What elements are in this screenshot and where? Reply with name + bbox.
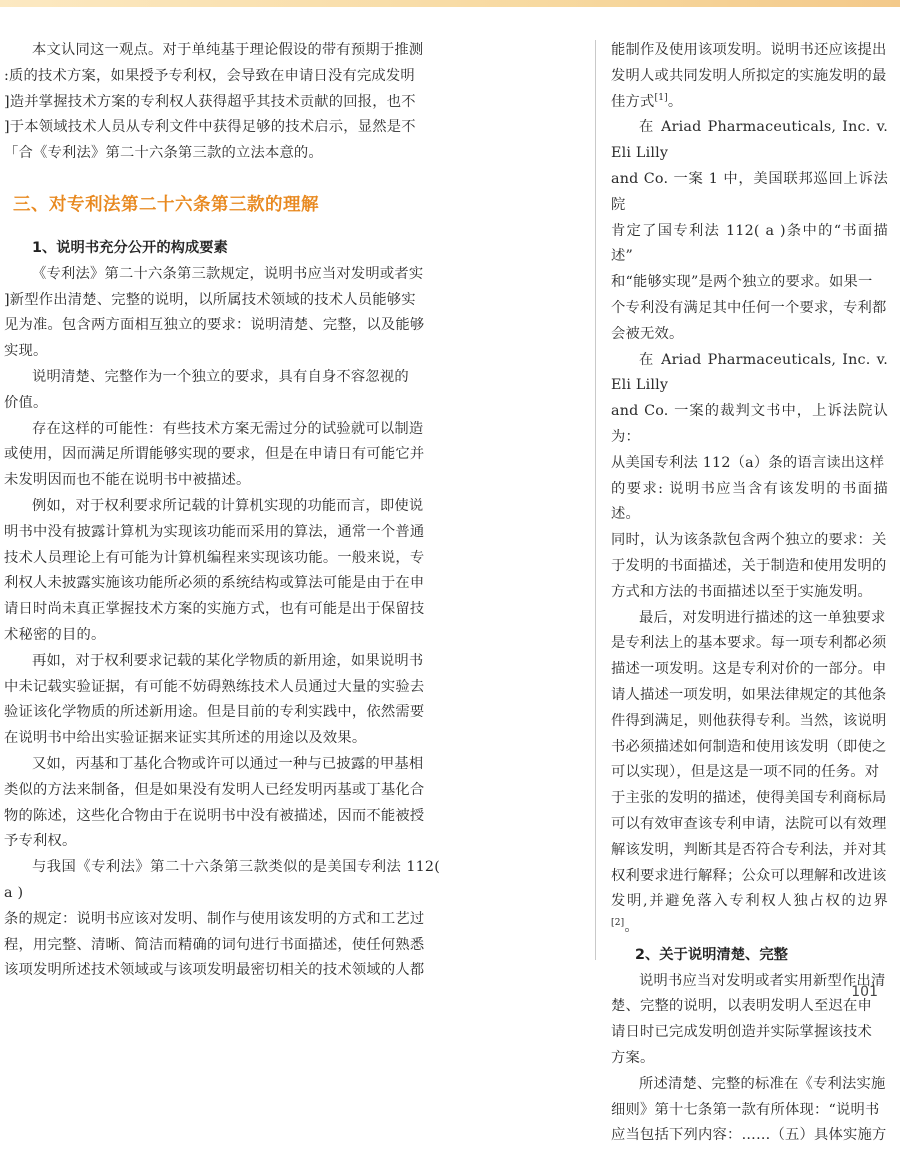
intro-paragraph: 本文认同这一观点。对于单纯基于理论假设的带有预期于推测 :质的技术方案，如果授予专利权，会导致在申请日没有完成发明 ]造并掌握技术方案的专利权人获得超乎其技术贡献的回报，也不 ]于本领域技术人员从专利文件中获得足够的技术启示，显然是不 「合《专利法》第二十六条第三款的立法本意的。 (4, 42, 424, 162)
top-color-band (0, 0, 900, 7)
paragraph: 最后，对发明进行描述的这一单独要求 是专利法上的基本要求。每一项专利都必须 描述一项发明。这是专利对价的一部分。申 请人描述一项发明，如果法律规定的其他条 件得到满足，则他获得专利。当然，该说明 书必须描述如何制造和使用该发明（即使之 可以实现），但是这是一项不同的任务。对 于主张的发明的描述，使得美国专利商标局 可以有效审查该专利申请，法院可以有效理 解该发明，判断其是否符合专利法，并对其 权利要求进行解释；公众可以理解和改进该 发明,并避免落入专利权人独占权的边界[2]。 (611, 609, 888, 936)
paragraph: 在 Ariad Pharmaceuticals, Inc. v. Eli Lilly and Co. 一案的裁判文书中，上诉法院认为： 从美国专利法 112（a）条的语言读出这样 的要求: 说明书应当含有该发明的书面描述。 同时，认为该条款包含两个独立的要求：关 于发明的书面描述，关于制造和使用发明的 方式和方法的书面描述以至于实施发明。 (611, 351, 888, 600)
paragraph: 说明书应当对发明或者实用新型作出清 楚、完整的说明，以表明发明人至迟在申 请日时已完成发明创造并实际掌握该技术 方案。 (611, 972, 886, 1067)
subsection-title-1: 1、说明书充分公开的构成要素 (32, 239, 228, 256)
subsection-title-2: 2、关于说明清楚、完整 (635, 946, 788, 963)
paragraph: 说明清楚、完整作为一个独立的要求，具有自身不容忽视的 价值。 (4, 368, 409, 411)
reference-marker: [2] (611, 918, 625, 929)
paragraph: 所述清楚、完整的标准在《专利法实施 细则》第十七条第一款有所体现：“说明书 应当包括下列内容：……（五）具体实施方 (611, 1075, 887, 1144)
paragraph: 再如，对于权利要求记载的某化学物质的新用途，如果说明书 中未记载实验证据，有可能不妨碍熟练技术人员通过大量的实验去 验证该化学物质的所述新用途。但是目前的专利实践中，依然需要 在说明书中给出实验证据来证实其所述的用途以及效果。 (4, 652, 425, 747)
page-number: 101 (851, 984, 878, 1000)
column-divider (595, 40, 596, 960)
paragraph: 《专利法》第二十六条第三款规定，说明书应当对发明或者实 ]新型作出清楚、完整的说明，以所属技术领域的技术人员能够实 见为准。包含两方面相互独立的要求：说明清楚、完整，以及能够 实现。 (4, 265, 425, 360)
paragraph: 在 Ariad Pharmaceuticals, Inc. v. Eli Lilly and Co. 一案 1 中，美国联邦巡回上诉法院 肯定了国专利法 112( a )条中的“书面描述” 和“能够实现”是两个独立的要求。如果一 个专利没有满足其中任何一个要求，专利都 会被无效。 (611, 119, 888, 342)
paragraph: 例如，对于权利要求所记载的计算机实现的功能而言，即使说 明书中没有披露计算机为实现该功能而采用的算法，通常一个普通 技术人员理论上有可能为计算机编程来实现该功能。一般来说，专 利权人未披露实施该功能所必须的系统结构或算法可能是由于在申 请日时尚未真正掌握技术方案的实施方式，也有可能是出于保留技 术秘密的目的。 (4, 497, 425, 643)
paragraph: 又如，丙基和丁基化合物或许可以通过一种与已披露的甲基相 类似的方法来制备，但是如果没有发明人已经发明丙基或丁基化合 物的陈述，这些化合物由于在说明书中没有被描述，因而不能被授 予专利权。 (4, 755, 425, 850)
section-title: 三、对专利法第二十六条第三款的理解 (13, 194, 319, 215)
left-column (0, 38, 440, 984)
paragraph: 与我国《专利法》第二十六条第三款类似的是美国专利法 112( a ) 条的规定：说明书应该对发明、制作与使用该发明的方式和工艺过 程，用完整、清晰、简洁而精确的词句进行书面描述，使任何熟悉 该项发明所述技术领域或与该项发明最密切相关的技术领域的人都 (4, 859, 440, 979)
paragraph: 存在这样的可能性：有些技术方案无需过分的试验就可以制造 或使用，因而满足所谓能够实现的要求，但是在申请日有可能它并 未发明因而也不能在说明书中被描述。 (4, 420, 425, 489)
paragraph-continued: 能制作及使用该项发明。说明书还应该提出 发明人或共同发明人所拟定的实施发明的最 佳方式[1]。 (611, 42, 887, 110)
right-column (611, 38, 888, 1149)
reference-marker: [1] (654, 92, 668, 103)
